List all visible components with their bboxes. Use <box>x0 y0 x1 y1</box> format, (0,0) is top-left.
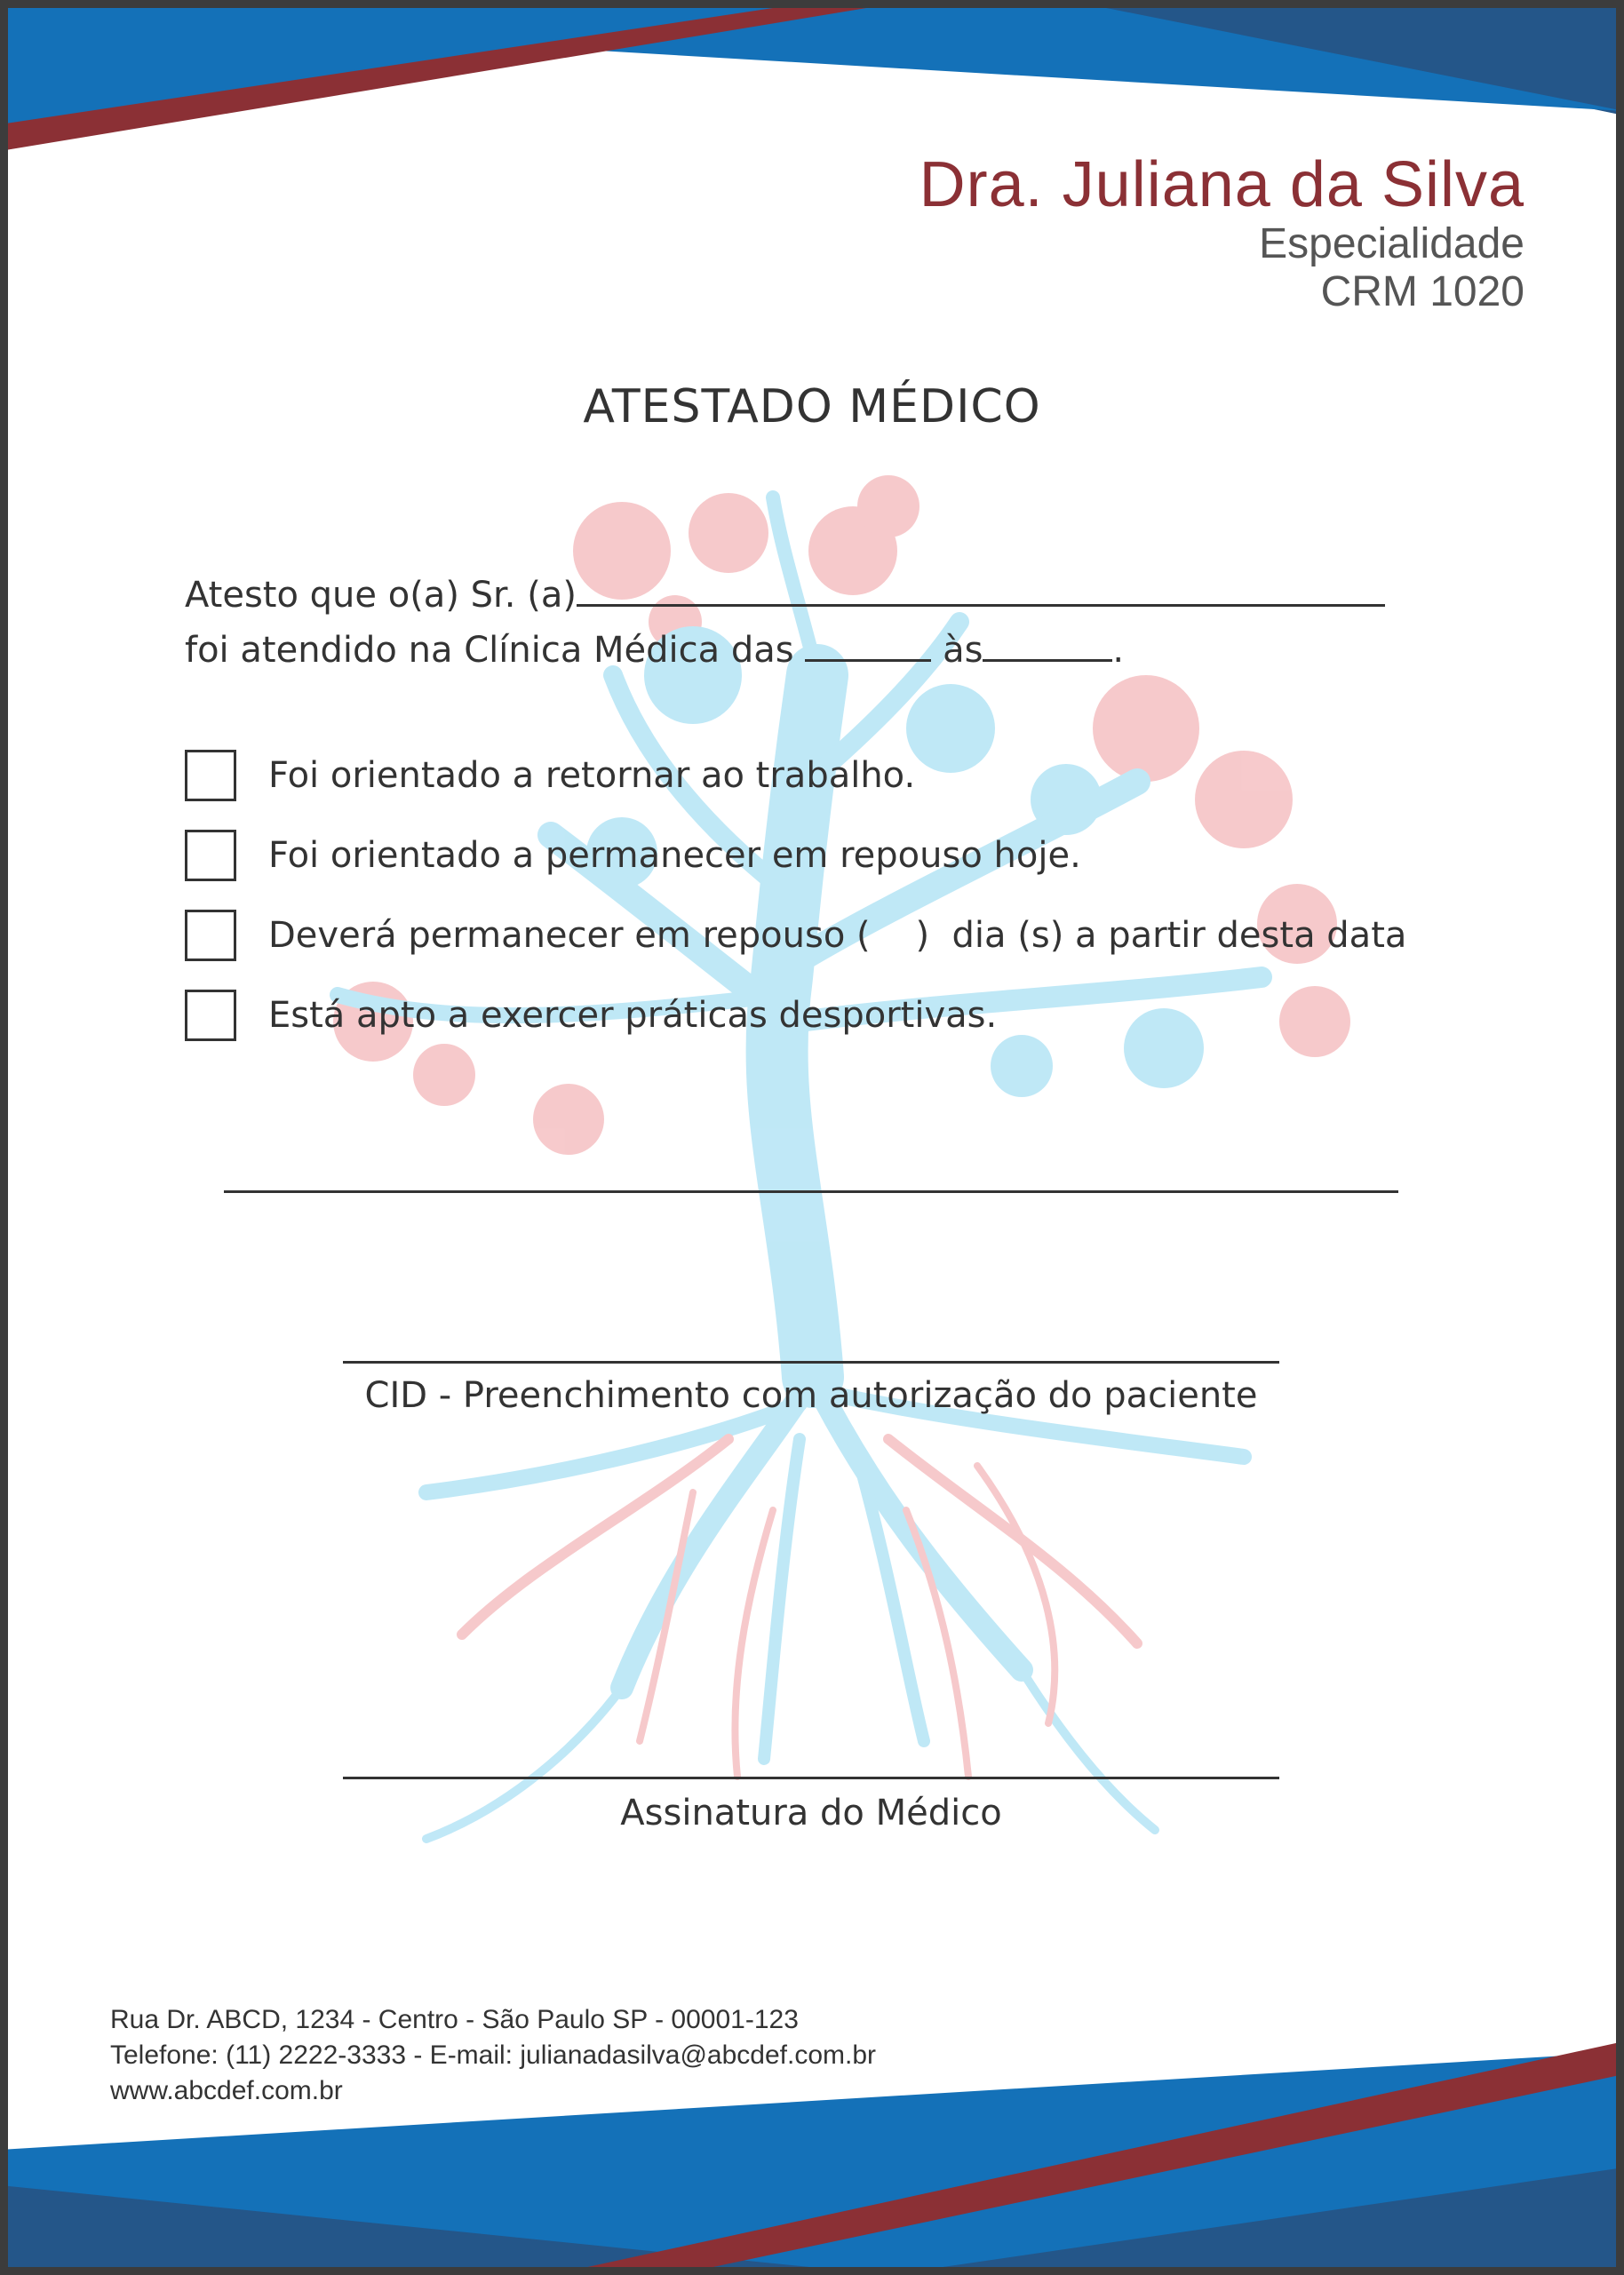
patient-name-field[interactable] <box>577 569 1385 607</box>
option-label: Foi orientado a retornar ao trabalho. <box>268 755 916 796</box>
option-row <box>185 988 997 1043</box>
cid-caption: CID - Preenchimento com autorização do paciente <box>364 1375 1258 1416</box>
attest-line-2-text: foi atendido na Clínica Médica das <box>185 630 794 671</box>
option-row <box>185 828 1081 883</box>
option-checkbox[interactable] <box>185 910 236 961</box>
option-row <box>185 748 915 803</box>
start-time-field[interactable] <box>805 624 931 662</box>
option-label: Está apto a exercer práticas desportivas. <box>268 995 998 1036</box>
attest-line-2 <box>185 624 1124 671</box>
option-checkbox[interactable] <box>185 830 236 881</box>
doctor-name: Dra. Juliana da Silva <box>919 149 1524 220</box>
option-row <box>185 908 1406 963</box>
document-title: ATESTADO MÉDICO <box>583 380 1041 434</box>
option-checkbox[interactable] <box>185 750 236 801</box>
signature-caption: Assinatura do Médico <box>620 1793 1002 1834</box>
footer-address: Rua Dr. ABCD, 1234 - Centro - São Paulo SP - 00001-123 <box>110 2005 799 2034</box>
footer-website: www.abcdef.com.br <box>110 2076 343 2105</box>
footer-contact <box>110 2002 876 2109</box>
attest-line-2-middle: às <box>943 630 983 671</box>
doctor-specialty: Especialidade <box>1259 220 1524 267</box>
option-checkbox[interactable] <box>185 990 236 1041</box>
attest-line-1-text: Atesto que o(a) Sr. (a) <box>185 575 577 616</box>
doctor-header <box>919 149 1524 316</box>
signature-line[interactable] <box>343 1777 1279 1779</box>
option-label: Foi orientado a permanecer em repouso hoje. <box>268 835 1081 876</box>
cid-field-line[interactable] <box>343 1361 1279 1364</box>
attest-line-2-end: . <box>1112 630 1125 671</box>
attest-line-1 <box>185 569 1385 616</box>
free-text-line[interactable] <box>224 1190 1398 1193</box>
doctor-crm: CRM 1020 <box>1320 268 1524 315</box>
watermark-tree-icon <box>333 475 1350 1839</box>
option-label: Deverá permanecer em repouso ( ) dia (s) a partir desta data <box>268 915 1407 956</box>
footer-contact-line: Telefone: (11) 2222-3333 - E-mail: julianadasilva@abcdef.com.br <box>110 2040 877 2070</box>
end-time-field[interactable] <box>983 624 1112 662</box>
